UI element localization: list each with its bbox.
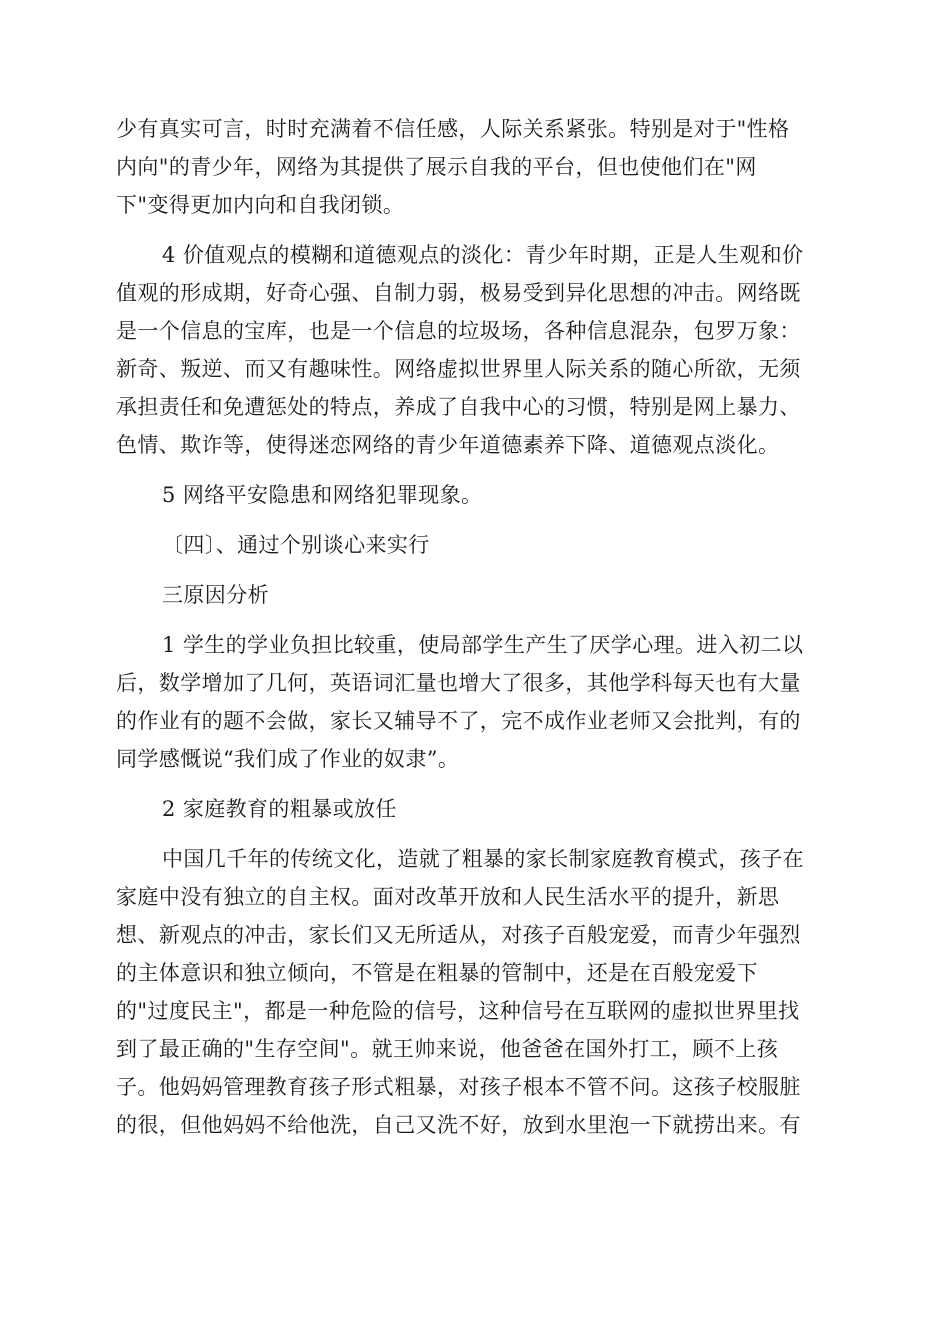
paragraph-values [116, 236, 834, 464]
paragraph-heading-family [116, 790, 834, 828]
text-line: 后，数学增加了几何，英语词汇量也增大了很多，其他学科每天也有大量 [116, 671, 801, 695]
text-line: 想、新观点的冲击，家长们又无所适从，对孩子百般宠爱，而青少年强烈 [116, 923, 801, 947]
paragraph-security [116, 476, 834, 514]
text-line: 5 网络平安隐患和网络犯罪现象。 [162, 483, 483, 507]
paragraph-interpersonal [116, 110, 834, 224]
text-line: 承担责任和免遭惩处的特点，养成了自我中心的习惯，特别是网上暴力、 [116, 395, 801, 419]
text-line: 下"变得更加内向和自我闭锁。 [116, 193, 405, 217]
text-line: 新奇、叛逆、而又有趣味性。网络虚拟世界里人际关系的随心所欲，无须 [116, 357, 801, 381]
text-line: 是一个信息的宝库，也是一个信息的垃圾场，各种信息混杂，包罗万象： [116, 319, 801, 343]
paragraph-heading-four [116, 526, 834, 564]
paragraph-study-burden [116, 626, 834, 778]
text-line: 2 家庭教育的粗暴或放任 [162, 797, 397, 821]
text-line: 内向"的青少年，网络为其提供了展示自我的平台，但也使他们在"网 [116, 155, 757, 179]
text-line: 少有真实可言，时时充满着不信任感，人际关系紧张。特别是对于"性格 [116, 117, 790, 141]
text-line: 〔四〕、通过个别谈心来实行 [162, 533, 430, 557]
text-line: 色情、欺诈等，使得迷恋网络的青少年道德素养下降、道德观点淡化。 [116, 433, 780, 457]
document-body [116, 110, 834, 1156]
text-line: 1 学生的学业负担比较重，使局部学生产生了厌学心理。进入初二以 [162, 633, 804, 657]
text-line: 4 价值观点的模糊和道德观点的淡化：青少年时期，正是人生观和价 [162, 243, 804, 267]
text-line: 同学感慨说“我们成了作业的奴隶”。 [116, 747, 460, 771]
section-heading-cause-analysis [116, 576, 834, 614]
text-line: 三原因分析 [162, 583, 269, 607]
text-line: 值观的形成期，好奇心强、自制力弱，极易受到异化思想的冲击。网络既 [116, 281, 801, 305]
text-line: 的很，但他妈妈不给他洗，自己又洗不好，放到水里泡一下就捞出来。有 [116, 1113, 801, 1137]
text-line: 的主体意识和独立倾向，不管是在粗暴的管制中，还是在百般宠爱下 [116, 961, 758, 985]
text-line: 中国几千年的传统文化，造就了粗暴的家长制家庭教育模式，孩子在 [162, 847, 804, 871]
text-line: 子。他妈妈管理教育孩子形式粗暴，对孩子根本不管不问。这孩子校服脏 [116, 1075, 801, 1099]
text-line: 到了最正确的"生存空间"。就王帅来说，他爸爸在国外打工，顾不上孩 [116, 1037, 779, 1061]
text-line: 家庭中没有独立的自主权。面对改革开放和人民生活水平的提升，新思 [116, 885, 780, 909]
paragraph-family-education [116, 840, 834, 1144]
text-line: 的"过度民主"，都是一种危险的信号，这种信号在互联网的虚拟世界里找 [116, 999, 800, 1023]
text-line: 的作业有的题不会做，家长又辅导不了，完不成作业老师又会批判，有的 [116, 709, 801, 733]
